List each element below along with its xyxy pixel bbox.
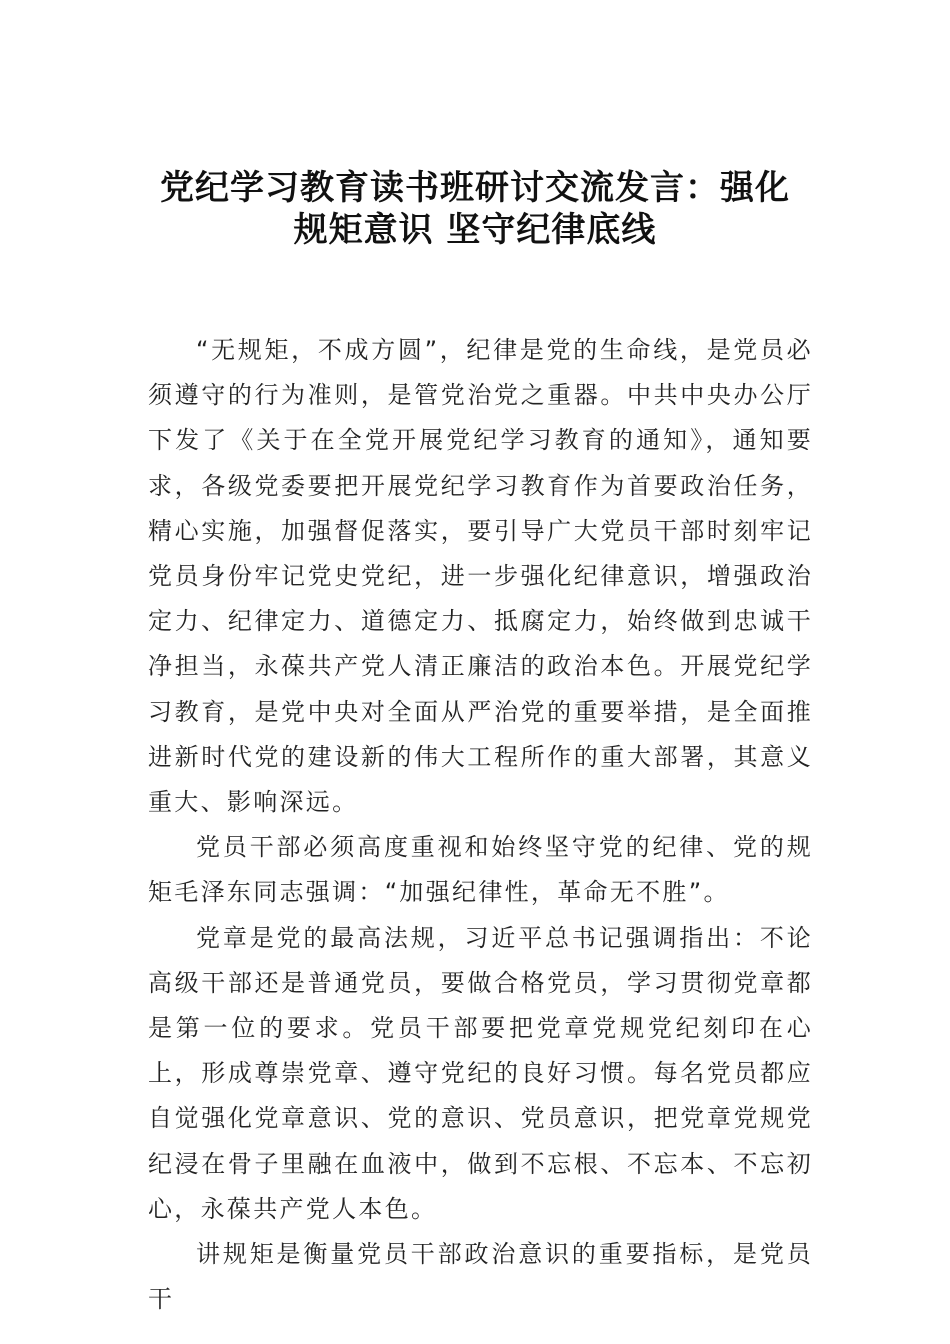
document-title-line-2: 规矩意识 坚守纪律底线 xyxy=(293,210,657,250)
document-body xyxy=(148,328,813,1322)
paragraph-3: 党章是党的最高法规，习近平总书记强调指出：不论高级干部还是普通党员，要做合格党员，学习贯彻党章都是第一位的要求。党员干部要把党章党规党纪刻印在心上，形成尊崇党章、遵守党纪的良好习惯。每名党员都应自觉强化党章意识、党的意识、党员意识，把党章党规党纪浸在骨子里融在血液中，做到不忘根、不忘本、不忘初心，永葆共产党人本色。 xyxy=(148,923,813,1223)
paragraph-1: “无规矩，不成方圆”，纪律是党的生命线，是党员必须遵守的行为准则，是管党治党之重器。中共中央办公厅下发了《关于在全党开展党纪学习教育的通知》，通知要求，各级党委要把开展党纪学习教育作为首要政治任务，精心实施，加强督促落实，要引导广大党员干部时刻牢记党员身份牢记党史党纪，进一步强化纪律意识，增强政治定力、纪律定力、道德定力、抵腐定力，始终做到忠诚干净担当，永葆共产党人清正廉洁的政治本色。开展党纪学习教育，是党中央对全面从严治党的重要举措，是全面推进新时代党的建设新的伟大工程所作的重大部署，其意义重大、影响深远。 xyxy=(148,336,813,817)
paragraph-4: 讲规矩是衡量党员干部政治意识的重要指标，是党员干 xyxy=(148,1240,813,1314)
document-title-line-1: 党纪学习教育读书班研讨交流发言：强化 xyxy=(160,168,790,208)
paragraph-2: 党员干部必须高度重视和始终坚守党的纪律、党的规矩毛泽东同志强调：“加强纪律性，革命无不胜”。 xyxy=(148,833,813,907)
